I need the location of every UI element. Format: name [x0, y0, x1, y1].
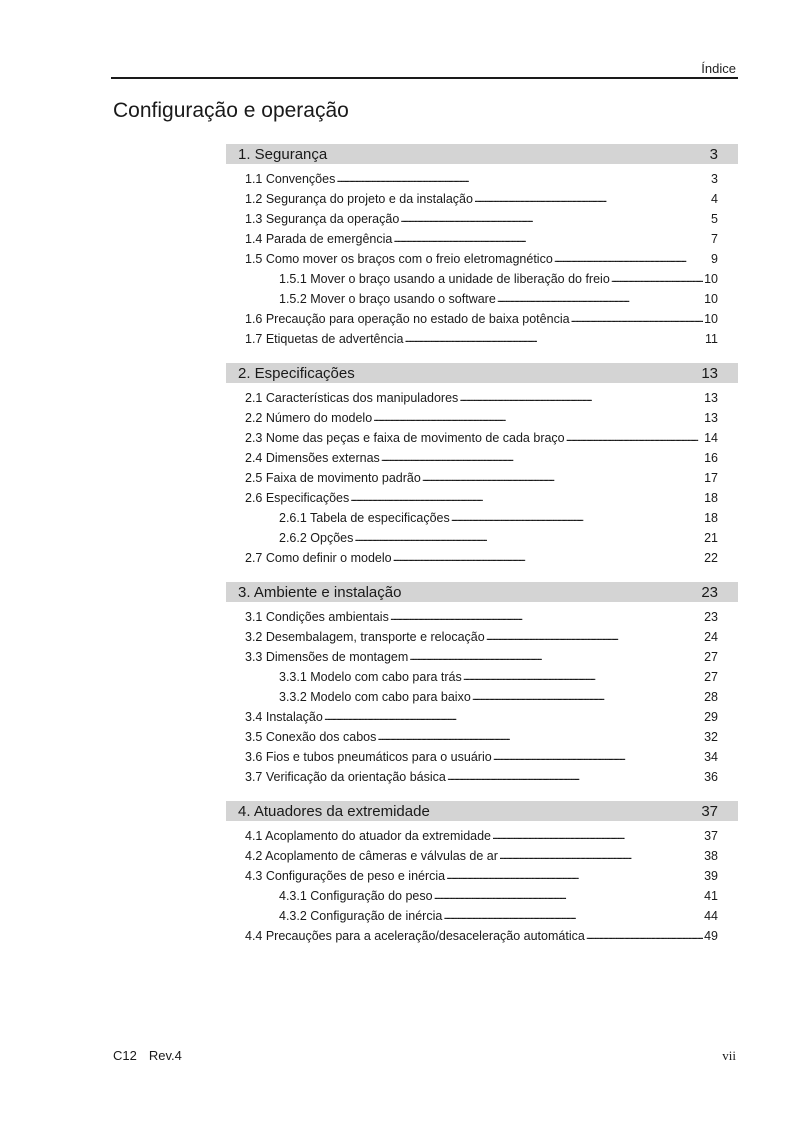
- toc-entry-page: 23: [704, 610, 718, 624]
- toc-entry[interactable]: [226, 926, 738, 946]
- chapter-title: 3. Ambiente e instalação: [238, 583, 402, 601]
- toc-entry-label: 2.6.1 Tabela de especificações: [279, 511, 450, 525]
- toc-entry-page: 16: [704, 451, 718, 465]
- toc-entry-label: 3.3.2 Modelo com cabo para baixo: [279, 690, 471, 704]
- toc-entry-page: 36: [704, 770, 718, 784]
- toc-entry-page: 9: [711, 252, 718, 266]
- toc-entry-page: 3: [711, 172, 718, 186]
- toc-entry-page: 39: [704, 869, 718, 883]
- toc-entry-label: 3.7 Verificação da orientação básica: [245, 770, 446, 784]
- toc-subentry[interactable]: [226, 906, 738, 926]
- dot-leader: [492, 826, 703, 846]
- chapter-heading[interactable]: [226, 144, 738, 164]
- toc-entry-label: 1.3 Segurança da operação: [245, 212, 400, 226]
- toc-entry-label: 4.3.1 Configuração do peso: [279, 889, 433, 903]
- chapter-heading[interactable]: [226, 582, 738, 602]
- toc-entry-label: 2.4 Dimensões externas: [245, 451, 380, 465]
- chapter-4: [226, 801, 738, 946]
- dot-leader: [390, 607, 703, 627]
- chapter-page: 3: [709, 145, 718, 163]
- toc-entry-label: 1.1 Convenções: [245, 172, 336, 186]
- dot-leader: [566, 428, 703, 448]
- toc-entry-label: 3.4 Instalação: [245, 710, 323, 724]
- toc-entry-label: 2.1 Características dos manipuladores: [245, 391, 459, 405]
- toc-entry-label: 4.3 Configurações de peso e inércia: [245, 869, 446, 883]
- dot-leader: [499, 846, 703, 866]
- dot-leader: [446, 866, 703, 886]
- toc-subentry[interactable]: [226, 886, 738, 906]
- toc-entry[interactable]: [226, 727, 738, 747]
- footer-revision: Rev.4: [148, 1048, 182, 1063]
- dot-leader: [554, 249, 710, 269]
- toc-entry[interactable]: [226, 209, 738, 229]
- toc-entry-page: 27: [704, 670, 718, 684]
- toc-entry-page: 32: [704, 730, 718, 744]
- dot-leader: [324, 707, 703, 727]
- toc-entry-page: 18: [704, 511, 718, 525]
- toc-entry-page: 41: [704, 889, 718, 903]
- dot-leader: [373, 408, 703, 428]
- toc-entry-page: 17: [704, 471, 718, 485]
- toc-entry-page: 14: [704, 431, 718, 445]
- toc-entry[interactable]: [226, 249, 738, 269]
- toc-entry-page: 10: [704, 292, 718, 306]
- chapter-1: [226, 144, 738, 349]
- toc-entry-label: 1.4 Parada de emergência: [245, 232, 393, 246]
- toc-entry[interactable]: [226, 428, 738, 448]
- header-section-label: Índice: [701, 61, 736, 76]
- toc-entry-label: 1.2 Segurança do projeto e da instalação: [245, 192, 473, 206]
- chapter-2: [226, 363, 738, 568]
- toc-subentry[interactable]: [226, 508, 738, 528]
- chapter-page: 37: [701, 802, 718, 820]
- toc-entry-page: 34: [704, 750, 718, 764]
- toc-entry-label: 1.5.2 Mover o braço usando o software: [279, 292, 496, 306]
- toc-entry-label: 3.3 Dimensões de montagem: [245, 650, 409, 664]
- chapter-page: 13: [701, 364, 718, 382]
- toc-entry-page: 11: [705, 332, 718, 346]
- chapter-title: 4. Atuadores da extremidade: [238, 802, 430, 820]
- toc-subentry[interactable]: [226, 667, 738, 687]
- toc-entry[interactable]: [226, 229, 738, 249]
- toc-entry-page: 13: [704, 391, 718, 405]
- toc-entry-label: 1.7 Etiquetas de advertência: [245, 332, 404, 346]
- table-of-contents: [226, 144, 738, 960]
- chapter-page: 23: [701, 583, 718, 601]
- toc-entry-page: 22: [704, 551, 718, 565]
- dot-leader: [381, 448, 703, 468]
- toc-entry-page: 37: [704, 829, 718, 843]
- dot-leader: [434, 886, 704, 906]
- toc-entry[interactable]: [226, 408, 738, 428]
- toc-entry-label: 3.1 Condições ambientais: [245, 610, 389, 624]
- toc-entry[interactable]: [226, 647, 738, 667]
- dot-leader: [497, 289, 703, 309]
- toc-entry-label: 2.3 Nome das peças e faixa de movimento de cada braço: [245, 431, 565, 445]
- dot-leader: [472, 687, 703, 707]
- dot-leader: [493, 747, 703, 767]
- toc-entry-label: 2.5 Faixa de movimento padrão: [245, 471, 421, 485]
- toc-entry-label: 3.5 Conexão dos cabos: [245, 730, 377, 744]
- dot-leader: [459, 388, 703, 408]
- toc-entry[interactable]: [226, 189, 738, 209]
- toc-entry-page: 5: [711, 212, 718, 226]
- toc-entry-page: 7: [711, 232, 718, 246]
- dot-leader: [400, 209, 710, 229]
- toc-subentry[interactable]: [226, 289, 738, 309]
- toc-entry-label: 4.1 Acoplamento do atuador da extremidade: [245, 829, 492, 843]
- toc-entry[interactable]: [226, 169, 738, 189]
- toc-entry-label: 3.6 Fios e tubos pneumáticos para o usuário: [245, 750, 492, 764]
- toc-entry-label: 4.3.2 Configuração de inércia: [279, 909, 443, 923]
- toc-subentry[interactable]: [226, 528, 738, 548]
- chapter-heading[interactable]: [226, 363, 738, 383]
- toc-entry-page: 24: [704, 630, 718, 644]
- toc-entry[interactable]: [226, 309, 738, 329]
- toc-entry[interactable]: [226, 329, 738, 349]
- dot-leader: [422, 468, 703, 488]
- toc-entry[interactable]: [226, 388, 738, 408]
- footer-model: C12: [113, 1048, 137, 1063]
- toc-entry[interactable]: [226, 846, 738, 866]
- toc-entry[interactable]: [226, 866, 738, 886]
- dot-leader: [451, 508, 703, 528]
- toc-entry-label: 2.2 Número do modelo: [245, 411, 373, 425]
- dot-leader: [474, 189, 710, 209]
- dot-leader: [354, 528, 703, 548]
- toc-entry[interactable]: [226, 607, 738, 627]
- dot-leader: [463, 667, 703, 687]
- toc-entry[interactable]: [226, 448, 738, 468]
- dot-leader: [486, 627, 703, 647]
- dot-leader: [443, 906, 703, 926]
- toc-subentry[interactable]: [226, 687, 738, 707]
- dot-leader: [586, 926, 703, 946]
- dot-leader: [377, 727, 703, 747]
- toc-entry-label: 4.4 Precauções para a aceleração/desaceleração automática: [245, 929, 585, 943]
- toc-entry[interactable]: [226, 707, 738, 727]
- chapter-heading[interactable]: [226, 801, 738, 821]
- toc-entry-page: 21: [704, 531, 718, 545]
- toc-entry-label: 1.5.1 Mover o braço usando a unidade de liberação do freio: [279, 272, 610, 286]
- dot-leader: [409, 647, 703, 667]
- toc-entry-label: 1.5 Como mover os braços com o freio eletromagnético: [245, 252, 553, 266]
- toc-entry-label: 3.2 Desembalagem, transporte e relocação: [245, 630, 485, 644]
- page-title: Configuração e operação: [113, 99, 349, 122]
- toc-entry-page: 13: [704, 411, 718, 425]
- toc-entry[interactable]: [226, 826, 738, 846]
- toc-entry-page: 44: [704, 909, 718, 923]
- toc-entry-page: 10: [704, 272, 718, 286]
- toc-entry-label: 4.2 Acoplamento de câmeras e válvulas de ar: [245, 849, 498, 863]
- toc-entry-page: 4: [711, 192, 718, 206]
- toc-subentry[interactable]: [226, 269, 738, 289]
- header-rule: [111, 77, 738, 79]
- toc-entry[interactable]: [226, 548, 738, 568]
- toc-entry[interactable]: [226, 488, 738, 508]
- toc-entry-label: 3.3.1 Modelo com cabo para trás: [279, 670, 462, 684]
- toc-entry-page: 10: [704, 312, 718, 326]
- toc-entry-page: 49: [704, 929, 718, 943]
- dot-leader: [336, 169, 710, 189]
- dot-leader: [350, 488, 703, 508]
- dot-leader: [611, 269, 703, 289]
- toc-entry[interactable]: [226, 627, 738, 647]
- chapter-title: 2. Especificações: [238, 364, 355, 382]
- toc-entry-page: 27: [704, 650, 718, 664]
- toc-entry[interactable]: [226, 747, 738, 767]
- toc-entry[interactable]: [226, 468, 738, 488]
- toc-entry-page: 28: [704, 690, 718, 704]
- dot-leader: [393, 548, 703, 568]
- footer-page-number: vii: [722, 1048, 736, 1063]
- toc-entry-label: 2.7 Como definir o modelo: [245, 551, 392, 565]
- dot-leader: [393, 229, 710, 249]
- toc-entry-page: 18: [704, 491, 718, 505]
- dot-leader: [404, 329, 704, 349]
- chapter-3: [226, 582, 738, 787]
- footer-document-id: [113, 1048, 182, 1063]
- toc-entry-label: 2.6.2 Opções: [279, 531, 354, 545]
- toc-entry[interactable]: [226, 767, 738, 787]
- toc-entry-label: 2.6 Especificações: [245, 491, 350, 505]
- chapter-title: 1. Segurança: [238, 145, 328, 163]
- dot-leader: [571, 309, 704, 329]
- dot-leader: [447, 767, 703, 787]
- toc-entry-page: 29: [704, 710, 718, 724]
- toc-entry-page: 38: [704, 849, 718, 863]
- toc-entry-label: 1.6 Precaução para operação no estado de baixa potência: [245, 312, 570, 326]
